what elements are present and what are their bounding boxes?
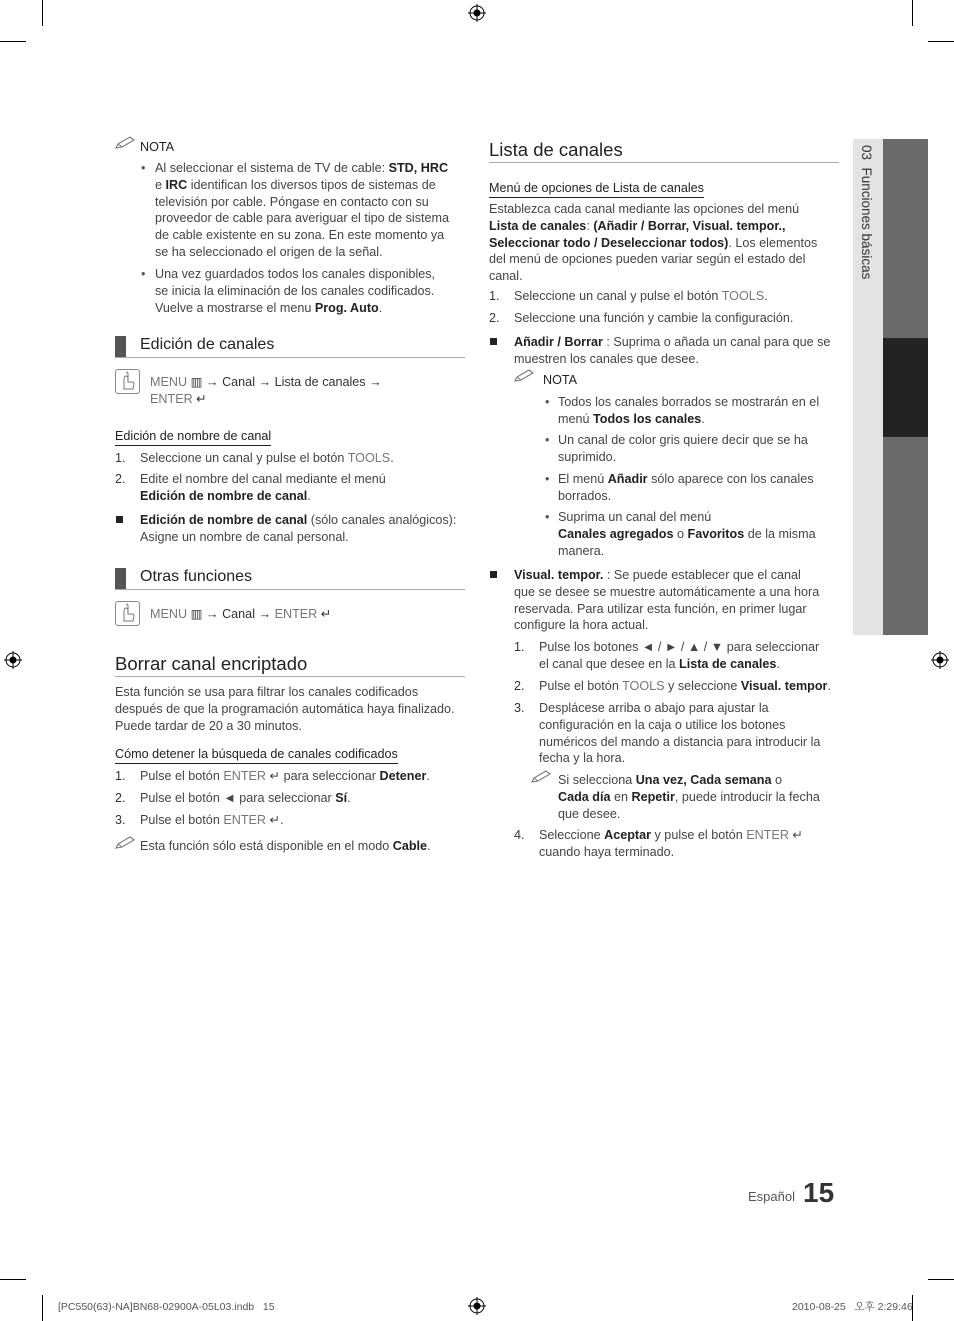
step-text: Pulse los botones ◄ / ► / ▲ / ▼ para seleccionar el canal que desee en la Lista de canales. [539,640,820,671]
side-tab-segment [883,437,928,635]
registration-mark-icon [468,4,486,22]
bullet-text: Visual. tempor. : Se puede establecer que el canal que se desee se muestre automáticamente a una hora reservada. Para utilizar esta función, en primer lugar configure la hora actual. [514,568,820,633]
footer-language: Español [748,1189,795,1204]
slug-date: 2010-08-25 오후 2:29:46 [792,1301,913,1313]
note-pencil-icon [531,770,553,784]
bullet-text: Añadir / Borrar : Suprima o añada un canal para que se muestren los canales que desee. [514,335,831,366]
crop-mark [42,1295,43,1321]
step-number: 1. [489,289,500,303]
step-text: Pulse el botón ENTER ↵ para seleccionar Detener. [140,769,430,783]
step-number: 3. [514,701,525,715]
crop-mark [928,1279,954,1280]
note-text: Si selecciona Una vez, Cada semana o Cada día en Repetir, puede introducir la fecha que desee. [558,773,820,821]
step-number: 2. [115,791,126,805]
step-text: Desplácese arriba o abajo para ajustar la configuración en la caja o utilice los botones numéricos del mando a distancia para introducir la fecha y la hora. [539,701,821,766]
section-bar [115,568,126,590]
note-dot: • [545,433,550,447]
step-text: Seleccione Aceptar y pulse el botón ENTER ↵ cuando haya terminado. [539,828,803,859]
note-dot: • [141,267,146,281]
step-number: 1. [115,451,126,465]
subheading-options: Menú de opciones de Lista de canales [489,180,704,198]
section-rule [115,357,465,358]
step-text: Pulse el botón TOOLS y seleccione Visual. tempor. [539,679,831,693]
subheading-stop: Cómo detener la búsqueda de canales codificados [115,746,398,764]
note-text: Esta función sólo está disponible en el modo Cable. [140,839,431,853]
note-dot: • [545,510,550,524]
section-title-edit: Edición de canales [140,336,275,353]
paragraph: Esta función se usa para filtrar los canales codificados después de que la programación automática haya finalizado. Puede tardar de 20 a 30 minutos. [115,685,455,733]
square-bullet [116,516,123,523]
bullet-text: Edición de nombre de canal (sólo canales analógicos): Asigne un nombre de canal personal. [140,513,457,544]
side-tab-active [883,338,928,437]
menu-path: MENU ▥ → Canal → Lista de canales → ENTER ↵ [150,375,382,406]
step-number: 2. [115,472,126,486]
subheading-edit-name: Edición de nombre de canal [115,428,271,446]
note-item: Un canal de color gris quiere decir que se ha suprimido. [558,433,808,464]
note-pencil-icon [115,836,137,850]
note-pencil-icon [115,136,137,150]
note-pencil-icon [514,369,536,383]
side-tab-segment [883,139,928,338]
registration-mark-icon [468,1297,486,1315]
note-dot: • [141,161,146,175]
section-title-other: Otras funciones [140,568,253,585]
note-label: NOTA [140,140,175,154]
registration-mark-icon [931,651,949,669]
section-rule [489,162,839,163]
section-bar [115,336,126,358]
slug-file: [PC550(63)-NA]BN68-02900A-05L03.indb 15 [58,1301,275,1313]
note-label: NOTA [543,373,578,387]
step-number: 2. [514,679,525,693]
square-bullet [490,338,497,345]
crop-mark [0,1279,26,1280]
section-title-list: Lista de canales [489,139,623,160]
note-item: Una vez guardados todos los canales disponibles, se inicia la eliminación de los canales codificados. Vuelve a mostrarse el menu Prog. Auto. [155,267,436,315]
note-dot: • [545,472,550,486]
side-tab-label: 03 Funciones básicas [858,145,874,280]
menu-hand-icon [115,369,140,394]
crop-mark [0,41,26,42]
section-rule [115,676,465,677]
square-bullet [490,571,497,578]
section-rule [115,589,465,590]
crop-mark [928,41,954,42]
registration-mark-icon [4,651,22,669]
step-number: 4. [514,828,525,842]
note-item: Suprima un canal del menú Canales agregados o Favoritos de la misma manera. [558,510,816,558]
step-text: Seleccione una función y cambie la configuración. [514,311,794,325]
crop-mark [42,0,43,26]
section-title-encrypt: Borrar canal encriptado [115,653,308,674]
note-item: Todos los canales borrados se mostrarán en el menú Todos los canales. [558,395,820,426]
menu-path: MENU ▥ → Canal → ENTER ↵ [150,607,332,621]
page-number: 15 [803,1177,835,1208]
menu-hand-icon [115,601,140,626]
step-text: Edite el nombre del canal mediante el menú Edición de nombre de canal. [140,472,386,503]
crop-mark [912,0,913,26]
step-text: Seleccione un canal y pulse el botón TOOLS. [514,289,768,303]
note-dot: • [545,395,550,409]
paragraph: Establezca cada canal mediante las opciones del menú Lista de canales: (Añadir / Borrar, Visual. tempor., Seleccionar todo / Deseleccionar todos). Los elementos del menú de opciones pueden variar según el estado del canal. [489,202,818,284]
step-number: 1. [115,769,126,783]
note-item: El menú Añadir sólo aparece con los canales borrados. [558,472,814,503]
step-text: Pulse el botón ◄ para seleccionar Sí. [140,791,351,805]
note-item: Al seleccionar el sistema de TV de cable: STD, HRC e IRC identifican los diversos tipos de sistemas de televisión por cable. Póngase en contacto con su proveedor de cable para averiguar el tipo de sistema de cable existente en su zona. En este momento ya se ha seleccionado el origen de la señal. [155,161,450,259]
step-number: 2. [489,311,500,325]
step-number: 1. [514,640,525,654]
step-text: Seleccione un canal y pulse el botón TOOLS. [140,451,394,465]
step-number: 3. [115,813,126,827]
step-text: Pulse el botón ENTER ↵. [140,813,284,827]
